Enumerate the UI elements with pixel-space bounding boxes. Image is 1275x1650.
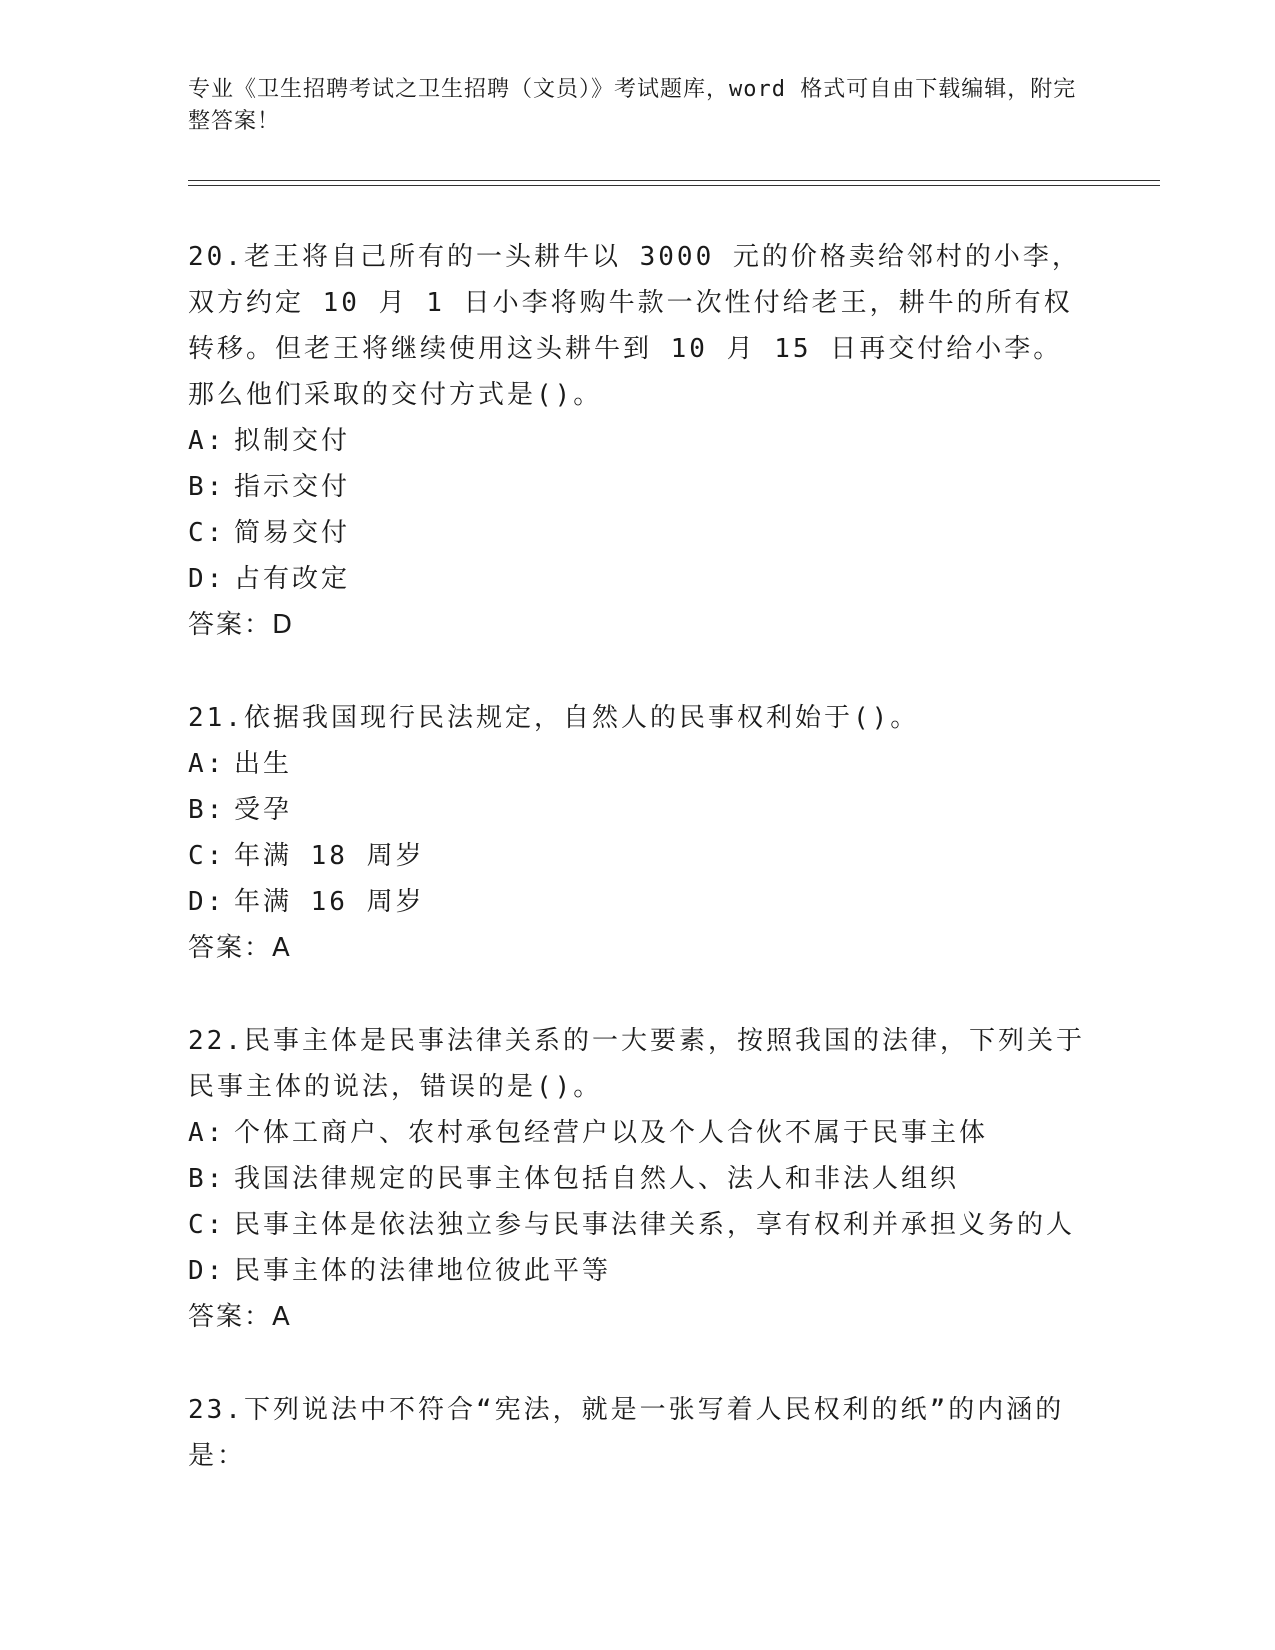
option-text: 民事主体是依法独立参与民事法律关系，享有权利并承担义务的人 — [234, 1210, 1076, 1240]
option-text: 民事主体的法律地位彼此平等 — [234, 1256, 612, 1286]
question-text: 22.民事主体是民事法律关系的一大要素，按照我国的法律，下列关于民事主体的说法，错误的是()。 — [188, 1026, 1085, 1102]
option-text: 简易交付 — [234, 518, 351, 548]
option-a — [188, 741, 1088, 787]
option-d — [188, 556, 1088, 602]
option-letter: A: — [188, 426, 226, 456]
option-letter: B: — [188, 472, 226, 502]
option-letter: C: — [188, 1210, 226, 1240]
option-text: 出生 — [234, 749, 293, 779]
option-letter: D: — [188, 887, 226, 917]
option-c — [188, 510, 1088, 556]
option-text: 个体工商户、农村承包经营户以及个人合伙不属于民事主体 — [234, 1118, 989, 1148]
option-c — [188, 1202, 1088, 1248]
option-letter: D: — [188, 564, 226, 594]
option-letter: A: — [188, 749, 226, 779]
question-20 — [188, 234, 1088, 648]
option-text: 我国法律规定的民事主体包括自然人、法人和非法人组织 — [234, 1164, 960, 1194]
question-23 — [188, 1387, 1088, 1479]
option-letter: C: — [188, 518, 226, 548]
answer: 答案：A — [188, 1302, 292, 1332]
option-b — [188, 787, 1088, 833]
question-text: 23.下列说法中不符合“宪法，就是一张写着人民权利的纸”的内涵的是： — [188, 1395, 1065, 1471]
option-c — [188, 833, 1088, 879]
option-b — [188, 464, 1088, 510]
option-d — [188, 879, 1088, 925]
option-text: 受孕 — [234, 795, 293, 825]
document-header: 专业《卫生招聘考试之卫生招聘（文员）》考试题库，word 格式可自由下载编辑，附完整答案！ — [188, 77, 1077, 134]
option-letter: B: — [188, 795, 226, 825]
answer: 答案：D — [188, 610, 295, 640]
option-text: 年满 16 周岁 — [234, 887, 425, 917]
question-21 — [188, 695, 1088, 971]
option-a — [188, 1110, 1088, 1156]
question-text: 20.老王将自己所有的一头耕牛以 3000 元的价格卖给邻村的小李，双方约定 10 月 1 日小李将购牛款一次性付给老王，耕牛的所有权转移。但老王将继续使用这头耕牛到 10 月 15 日再交付给小李。那么他们采取的交付方式是()。 — [188, 242, 1081, 410]
header-divider-bottom — [188, 185, 1160, 186]
option-b — [188, 1156, 1088, 1202]
option-letter: D: — [188, 1256, 226, 1286]
option-d — [188, 1248, 1088, 1294]
option-text: 年满 18 周岁 — [234, 841, 425, 871]
option-text: 拟制交付 — [234, 426, 351, 456]
answer: 答案：A — [188, 933, 292, 963]
option-a — [188, 418, 1088, 464]
question-list — [188, 234, 1088, 1526]
option-text: 指示交付 — [234, 472, 351, 502]
header-divider-top — [188, 180, 1160, 181]
option-letter: C: — [188, 841, 226, 871]
option-letter: B: — [188, 1164, 226, 1194]
question-22 — [188, 1018, 1088, 1340]
option-text: 占有改定 — [234, 564, 351, 594]
question-text: 21.依据我国现行民法规定，自然人的民事权利始于()。 — [188, 703, 920, 733]
option-letter: A: — [188, 1118, 226, 1148]
